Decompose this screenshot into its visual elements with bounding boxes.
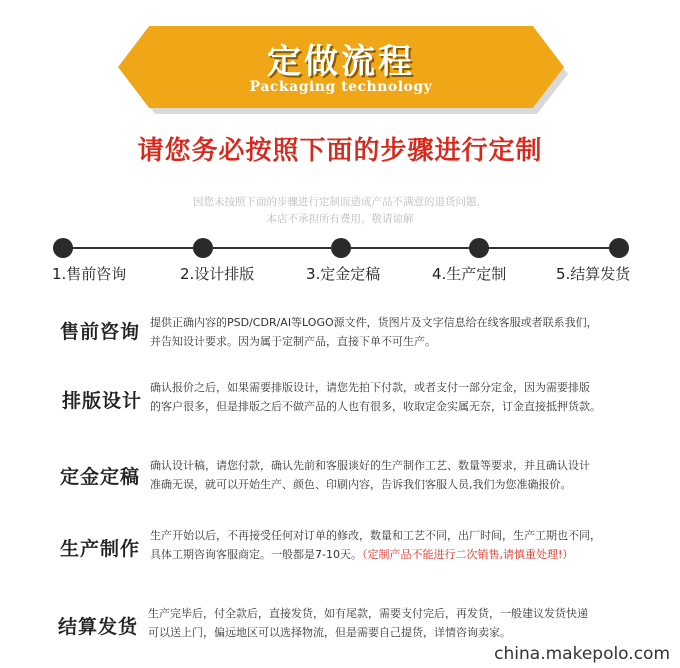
section-text-delivery: [148, 604, 630, 642]
watermark-site: china.makepolo.com: [490, 644, 674, 664]
section-line-normal: 具体工期咨询客服商定。一般都是7-10天。: [150, 548, 362, 561]
section-text-design: [150, 378, 632, 416]
section-title-delivery: 结算发货: [58, 616, 139, 638]
section-text-deposit: [150, 456, 632, 494]
banner: [118, 26, 564, 108]
section-title-production: 生产制作: [60, 538, 141, 560]
banner-subtitle: Packaging technology: [249, 79, 433, 95]
timeline-dot-2: [193, 238, 213, 258]
section-text-production: [150, 526, 632, 564]
timeline-dot-1: [53, 238, 73, 258]
section-line: 确认设计稿，请您付款，确认先前和客服谈好的生产制作工艺、数量等要求，并且确认设计: [150, 459, 590, 472]
banner-title: 定做流程: [267, 42, 415, 82]
timeline-dot-3: [331, 238, 351, 258]
section-line: 生产开始以后，不再接受任何对订单的修改，数量和工艺不同，出厂时间，生产工期也不同，: [150, 529, 601, 542]
process-timeline: [63, 237, 619, 259]
section-line: 可以送上门，偏远地区可以选择物流，但是需要自己提货，详情咨询卖家。: [148, 626, 511, 639]
timeline-dot-5: [609, 238, 629, 258]
section-line: 确认报价之后，如果需要排版设计，请您先拍下付款，或者支付一部分定金，因为需要排版: [150, 381, 590, 394]
section-line: 生产完毕后，付全款后，直接发货，如有尾款，需要支付完后，再发货，一般建议发货快递: [148, 607, 588, 620]
step-label-2: 2.设计排版: [180, 265, 255, 283]
headline: 请您务必按照下面的步骤进行定制: [137, 136, 543, 166]
notice-line-1: 因您未按照下面的步骤进行定制而造成产品不满意的退货问题，: [193, 196, 487, 208]
notice-line-2: 本店不承担所有费用，敬请谅解: [266, 213, 414, 225]
step-label-3: 3.定金定稿: [306, 265, 381, 283]
section-title-design: 排版设计: [62, 390, 143, 412]
section-line: 的客户很多，但是排版之后不做产品的人也有很多，收取定金实属无奈，订金直接抵押货款。: [150, 400, 601, 413]
section-title-deposit: 定金定稿: [60, 466, 141, 488]
section-line: 并告知设计要求。因为属于定制产品，直接下单不可生产。: [150, 335, 436, 348]
step-label-4: 4.生产定制: [432, 265, 507, 283]
section-title-consult: 售前咨询: [60, 321, 141, 343]
section-line: 提供正确内容的PSD/CDR/AI等LOGO源文件，货图片及文字信息给在线客服或者联系我们，: [150, 316, 598, 329]
section-line: [150, 545, 632, 564]
timeline-dot-4: [469, 238, 489, 258]
step-label-1: 1.售前咨询: [52, 265, 127, 283]
resale-warning: （定制产品不能进行二次销售,请慎重处理!）: [361, 548, 574, 561]
step-label-5: 5.结算发货: [556, 265, 631, 283]
section-line: 准确无误，就可以开始生产、颜色、印刷内容，告诉我们客服人员,我们为您准确报价。: [150, 478, 572, 491]
section-text-consult: [150, 313, 632, 351]
